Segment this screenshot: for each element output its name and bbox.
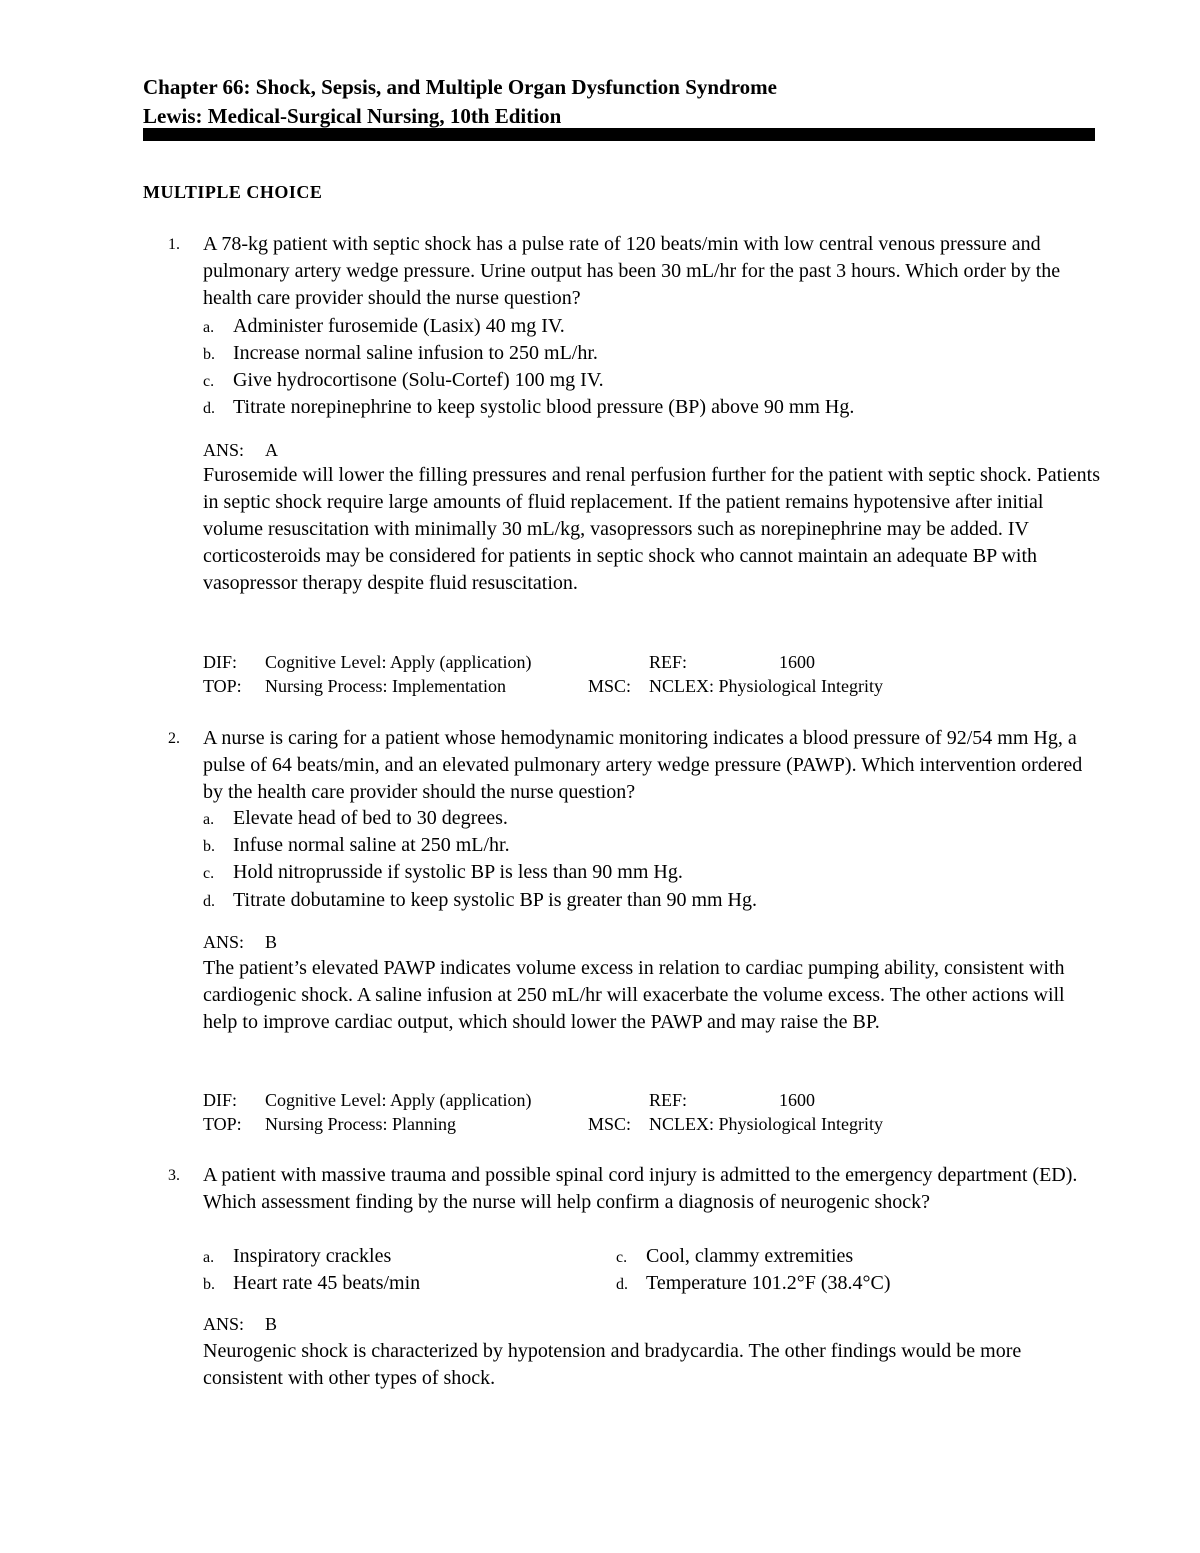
option-a	[203, 313, 565, 341]
option-text: Infuse normal saline at 250 mL/hr.	[233, 834, 510, 856]
option-c	[616, 1243, 853, 1271]
rationale: The patient’s elevated PAWP indicates volume excess in relation to cardiac pumping ability, consistent with cardiogenic shock. A saline infusion at 250 mL/hr will exacerbate the volume excess. The other actions will help to improve cardiac output, which should lower the PAWP and may raise the BP.	[203, 957, 1065, 1033]
dif-label: DIF:	[203, 1090, 238, 1110]
dif-label: DIF:	[203, 652, 238, 672]
option-text: Titrate norepinephrine to keep systolic blood pressure (BP) above 90 mm Hg.	[233, 396, 855, 418]
question-number: 1.	[168, 236, 180, 253]
answer-value: A	[265, 440, 278, 460]
option-d	[203, 394, 854, 422]
question-number: 3.	[168, 1167, 180, 1184]
option-b	[203, 832, 510, 860]
option-c	[203, 859, 683, 887]
answer-label: ANS:	[203, 1314, 245, 1334]
option-letter: b.	[203, 1276, 215, 1293]
option-d	[203, 887, 757, 915]
top-value: Nursing Process: Implementation	[265, 676, 506, 696]
question-stem: A 78-kg patient with septic shock has a pulse rate of 120 beats/min with low central venous pressure and pulmonary artery wedge pressure. Urine output has been 30 mL/hr for the past 3 hours. Which order by the health care provider should the nurse question?	[203, 233, 1061, 309]
answer-label: ANS:	[203, 932, 245, 952]
option-a	[203, 1243, 391, 1271]
option-text: Titrate dobutamine to keep systolic BP is greater than 90 mm Hg.	[233, 889, 758, 911]
option-text: Give hydrocortisone (Solu-Cortef) 100 mg IV.	[233, 369, 604, 391]
msc-value: NCLEX: Physiological Integrity	[649, 676, 883, 696]
option-letter: a.	[203, 811, 215, 828]
option-letter: d.	[203, 400, 215, 417]
option-text: Elevate head of bed to 30 degrees.	[233, 807, 508, 829]
question-number: 2.	[168, 730, 180, 747]
top-label: TOP:	[203, 676, 242, 696]
answer-line	[203, 930, 277, 954]
option-text: Hold nitroprusside if systolic BP is less than 90 mm Hg.	[233, 861, 683, 883]
section-title: MULTIPLE CHOICE	[143, 182, 323, 202]
option-b	[203, 1270, 420, 1298]
answer-label: ANS:	[203, 440, 245, 460]
ref-label: REF:	[649, 1090, 688, 1110]
rationale: Neurogenic shock is characterized by hypotension and bradycardia. The other findings would be more consistent with other types of shock.	[203, 1340, 1022, 1389]
option-letter: a.	[203, 319, 215, 336]
answer-value: B	[265, 1314, 278, 1334]
option-text: Increase normal saline infusion to 250 mL/hr.	[233, 342, 598, 364]
top-value: Nursing Process: Planning	[265, 1114, 456, 1134]
book-title: Lewis: Medical-Surgical Nursing, 10th Edition	[143, 104, 562, 128]
rationale: Furosemide will lower the filling pressures and renal perfusion further for the patient with septic shock. Patients in septic shock require large amounts of fluid replacement. If the patient remains hypotensive after initial volume resuscitation with minimally 30 mL/kg, vasopressors such as norepinephrine may be added. IV corticosteroids may be considered for patients in septic shock who cannot maintain an adequate BP with vasopressor therapy despite fluid resuscitation.	[203, 464, 1101, 594]
top-label: TOP:	[203, 1114, 242, 1134]
option-text: Administer furosemide (Lasix) 40 mg IV.	[233, 315, 565, 337]
option-letter: c.	[203, 865, 215, 882]
question-stem: A nurse is caring for a patient whose hemodynamic monitoring indicates a blood pressure of 92/54 mm Hg, a pulse of 64 beats/min, and an elevated pulmonary artery wedge pressure (PAWP). Which intervention ordered by the health care provider should the nurse question?	[203, 727, 1083, 803]
option-text: Inspiratory crackles	[233, 1245, 392, 1267]
option-letter: c.	[616, 1249, 628, 1266]
option-a	[203, 805, 508, 833]
msc-value: NCLEX: Physiological Integrity	[649, 1114, 883, 1134]
option-text: Heart rate 45 beats/min	[233, 1272, 421, 1294]
option-letter: b.	[203, 838, 215, 855]
option-d	[616, 1270, 891, 1298]
ref-label: REF:	[649, 652, 688, 672]
msc-label: MSC:	[588, 1114, 632, 1134]
ref-value: 1600	[779, 1090, 815, 1110]
option-text: Cool, clammy extremities	[646, 1245, 854, 1267]
option-letter: d.	[203, 893, 215, 910]
answer-value: B	[265, 932, 278, 952]
option-b	[203, 340, 598, 368]
option-letter: a.	[203, 1249, 215, 1266]
answer-line	[203, 1312, 277, 1336]
ref-value: 1600	[779, 652, 815, 672]
header-rule	[143, 128, 1095, 141]
option-letter: d.	[616, 1276, 628, 1293]
question-stem: A patient with massive trauma and possible spinal cord injury is admitted to the emergency department (ED). Which assessment finding by the nurse will help confirm a diagnosis of neurogenic shock?	[203, 1164, 1078, 1213]
dif-value: Cognitive Level: Apply (application)	[265, 652, 532, 672]
option-text: Temperature 101.2°F (38.4°C)	[646, 1272, 891, 1294]
option-letter: b.	[203, 346, 215, 363]
dif-value: Cognitive Level: Apply (application)	[265, 1090, 532, 1110]
answer-line	[203, 438, 278, 462]
option-c	[203, 367, 604, 395]
option-letter: c.	[203, 373, 215, 390]
msc-label: MSC:	[588, 676, 632, 696]
chapter-title: Chapter 66: Shock, Sepsis, and Multiple Organ Dysfunction Syndrome	[143, 75, 777, 99]
